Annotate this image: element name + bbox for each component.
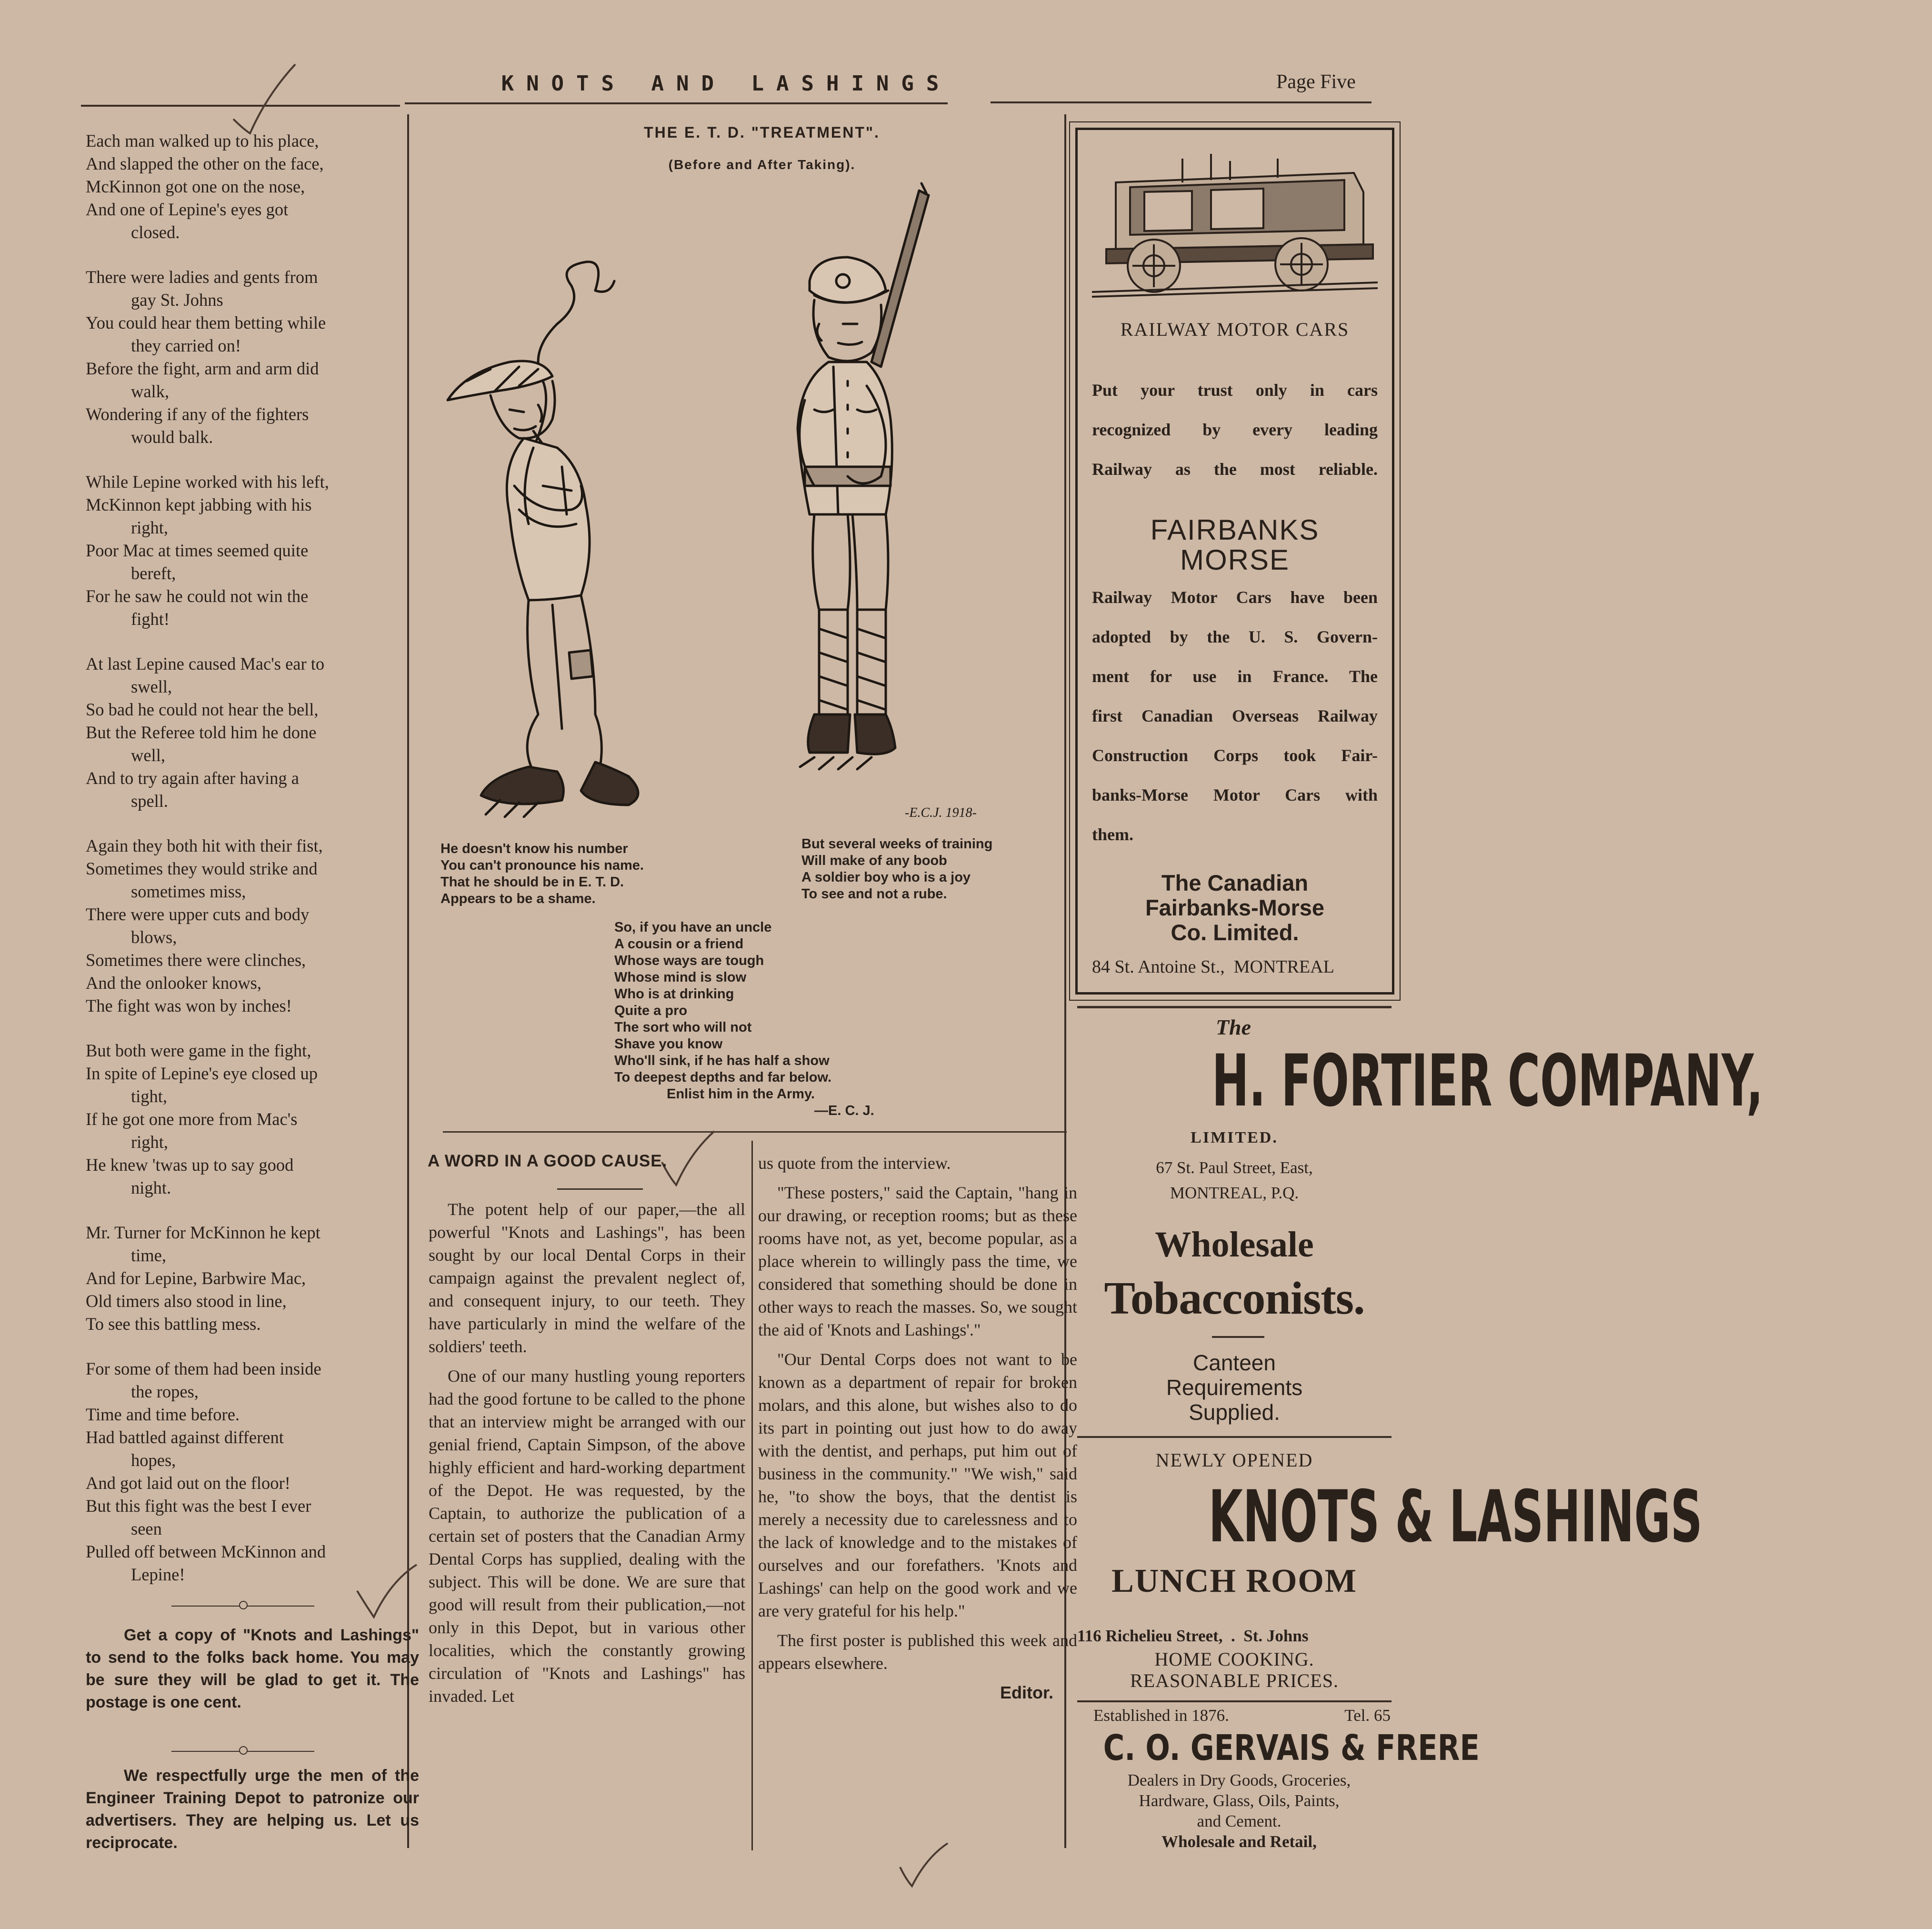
fairbanks-line: Construction Corps took Fair- bbox=[1092, 746, 1378, 765]
fortier-mid-rule bbox=[1212, 1336, 1264, 1338]
cartoon-illustration bbox=[438, 181, 1057, 829]
verse-line: Shave you know bbox=[614, 1036, 723, 1052]
poem-line: But this fight was the best I ever bbox=[86, 1496, 311, 1516]
fortier-limited: LIMITED. bbox=[1191, 1129, 1278, 1146]
poem-line: hopes, bbox=[131, 1450, 176, 1470]
poem-line: So bad he could not hear the bell, bbox=[86, 700, 319, 719]
poem-line: For he saw he could not win the bbox=[86, 586, 309, 606]
poem-line: walk, bbox=[131, 382, 170, 401]
poem-line: right, bbox=[131, 1132, 169, 1152]
poem-line: To see this battling mess. bbox=[86, 1314, 261, 1334]
notice-separator bbox=[171, 1743, 314, 1758]
verse-line: Enlist him in the Army. bbox=[667, 1086, 815, 1102]
check-mark-bottom bbox=[895, 1839, 952, 1891]
fairbanks-line: Railway Motor Cars have been bbox=[1092, 588, 1378, 607]
verse-line: Whose mind is slow bbox=[614, 970, 747, 985]
poem-line: Pulled off between McKinnon and bbox=[86, 1542, 326, 1561]
poem-line: Had battled against different bbox=[86, 1427, 284, 1447]
article-column-2 bbox=[758, 1152, 1077, 1704]
cartoon-right-caption bbox=[801, 836, 1068, 903]
fortier-name: H. FORTIER COMPANY, bbox=[1211, 1040, 1763, 1123]
poem-line: they carried on! bbox=[131, 336, 241, 355]
cartoon-title: THE E. T. D. "TREATMENT". bbox=[644, 124, 880, 141]
copy-notice: Get a copy of "Knots and Lashings" to send to the folks back home. You may be sure they will be glad to get it. The postage is one cent. bbox=[86, 1626, 419, 1711]
headline-underline bbox=[557, 1188, 643, 1190]
poem-line: Sometimes they would strike and bbox=[86, 859, 318, 878]
article-paragraph: The potent help of our paper,—the all powerful "Knots and Lashings", has been sought by our local Dental Corps in their campaign against the prevalent neglect of, and consequent injury, to our teeth. They have particularly in mind the welfare of the soldiers' teeth. bbox=[429, 1200, 745, 1356]
poem-line: While Lepine worked with his left, bbox=[86, 472, 329, 492]
poem-line: swell, bbox=[131, 677, 172, 696]
poem-line: But both were game in the fight, bbox=[86, 1041, 311, 1060]
cartoon-verse bbox=[614, 919, 948, 1119]
poem-line: night. bbox=[131, 1178, 171, 1197]
poem-line: And one of Lepine's eyes got bbox=[86, 200, 289, 219]
poem-line: And for Lepine, Barbwire Mac, bbox=[86, 1268, 306, 1288]
poem-line: seen bbox=[131, 1519, 162, 1538]
lunch-newly-opened: NEWLY OPENED bbox=[1155, 1449, 1313, 1471]
lunch-prices: REASONABLE PRICES. bbox=[1130, 1670, 1339, 1691]
poem-line: time, bbox=[131, 1246, 166, 1265]
fortier-top-rule bbox=[1077, 1006, 1391, 1008]
caption-line: You can't pronounce his name. bbox=[440, 858, 644, 873]
poem-line: bereft, bbox=[131, 563, 176, 583]
fortier-canteen bbox=[1077, 1350, 1391, 1425]
fairbanks-line: them. bbox=[1092, 825, 1133, 844]
poem-stanza bbox=[86, 834, 419, 1017]
caption-line: But several weeks of training bbox=[801, 836, 993, 852]
poem-stanza bbox=[86, 653, 419, 813]
verse-line: To deepest depths and far below. bbox=[614, 1070, 831, 1085]
verse-line: Quite a pro bbox=[614, 1003, 688, 1018]
poem-stanza bbox=[86, 1039, 419, 1199]
fairbanks-line: Railway as the most reliable. bbox=[1092, 460, 1378, 479]
fairbanks-line: ment for use in France. The bbox=[1092, 667, 1378, 686]
poem-line: And slapped the other on the face, bbox=[86, 154, 324, 173]
poem-line: There were ladies and gents from bbox=[86, 267, 318, 287]
lunch-address: 116 Richelieu Street, . St. Johns bbox=[1077, 1627, 1309, 1645]
caption-line: He doesn't know his number bbox=[440, 841, 628, 856]
canteen-line: Canteen bbox=[1193, 1350, 1276, 1375]
poem-line: For some of them had been inside bbox=[86, 1359, 321, 1378]
article-paragraph: "These posters," said the Captain, "hang in our drawing, or reception rooms; but as these rooms have not, as yet, become popular, as a place wherein to willingly pass the time, we considered that something should be done in other ways to reach the masses. So, we sought the aid of 'Knots and Lashings'." bbox=[758, 1183, 1077, 1339]
poem-line: McKinnon got one on the nose, bbox=[86, 177, 305, 196]
article-paragraph: us quote from the interview. bbox=[758, 1154, 951, 1173]
check-mark-top bbox=[229, 62, 305, 138]
poem-line: At last Lepine caused Mac's ear to bbox=[86, 654, 325, 673]
poem-line: Poor Mac at times seemed quite bbox=[86, 541, 309, 560]
poem-line: In spite of Lepine's eye closed up bbox=[86, 1064, 318, 1083]
poem-stanza bbox=[86, 130, 419, 244]
article-column-1 bbox=[429, 1198, 745, 1714]
fortier-address-1: 67 St. Paul Street, East, bbox=[1156, 1158, 1313, 1177]
fairbanks-ad-outer-frame bbox=[1069, 121, 1401, 1001]
article-signoff: Editor. bbox=[1000, 1683, 1053, 1702]
poem-line: He knew 'twas up to say good bbox=[86, 1155, 294, 1175]
fairbanks-line: recognized by every leading bbox=[1092, 420, 1378, 439]
header-rule-mid bbox=[405, 102, 948, 104]
poem-line: If he got one more from Mac's bbox=[86, 1109, 298, 1129]
cartoon-bottom-rule bbox=[443, 1131, 1067, 1133]
article-paragraph: "Our Dental Corps does not want to be known as a department of repair for broken molars, and this alone, but wishes also to do its part in pointing out just how to do away with the dentist, and perhaps, put him out of business in the community." "We wish," said he, "to show the boys, that the dentist is merely a necessity due to carelessness and to the lack of knowledge and to the mistakes of ourselves and our forefathers. 'Knots and Lashings' can help on the good work and we are very grateful for his help." bbox=[758, 1350, 1077, 1620]
lunch-top-rule bbox=[1077, 1436, 1391, 1438]
caption-line: Will make of any boob bbox=[801, 853, 947, 868]
verse-line: So, if you have an uncle bbox=[614, 920, 772, 935]
verse-line: The sort who will not bbox=[614, 1020, 752, 1035]
company-line: Co. Limited. bbox=[1171, 920, 1299, 945]
verse-signature: —E. C. J. bbox=[814, 1103, 874, 1118]
lunch-room: LUNCH ROOM bbox=[1111, 1563, 1357, 1599]
poem-line: Mr. Turner for McKinnon he kept bbox=[86, 1223, 320, 1242]
poem-line: spell. bbox=[131, 791, 169, 811]
fairbanks-line: first Canadian Overseas Railway bbox=[1092, 706, 1378, 725]
gervais-top-rule bbox=[1077, 1700, 1391, 1702]
article-headline: A WORD IN A GOOD CAUSE. bbox=[428, 1152, 668, 1170]
poem-line: McKinnon kept jabbing with his bbox=[86, 495, 312, 514]
fairbanks-line: adopted by the U. S. Govern- bbox=[1092, 627, 1378, 646]
poem-line: blows, bbox=[131, 927, 177, 947]
poem-line: sometimes miss, bbox=[131, 882, 246, 901]
poem-end-separator bbox=[171, 1598, 314, 1613]
poem-stanza bbox=[86, 266, 419, 449]
cartoon-signature: -E.C.J. 1918- bbox=[905, 805, 977, 820]
poem-line: closed. bbox=[131, 222, 180, 242]
poem-line: Time and time before. bbox=[86, 1405, 240, 1424]
cartoon-subtitle: (Before and After Taking). bbox=[668, 157, 856, 172]
fortier-tobacconists: Tobacconists. bbox=[1104, 1273, 1365, 1324]
lunch-home-cooking: HOME COOKING. bbox=[1154, 1648, 1314, 1670]
poem-line: And got laid out on the floor! bbox=[86, 1473, 290, 1493]
company-line: Fairbanks-Morse bbox=[1145, 895, 1325, 920]
poem-line: You could hear them betting while bbox=[86, 313, 326, 332]
canteen-line: Supplied. bbox=[1189, 1400, 1280, 1425]
lunch-name-wrap bbox=[1057, 1476, 1702, 1558]
fairbanks-address: 84 St. Antoine St., MONTREAL bbox=[1092, 957, 1334, 977]
poem-line: gay St. Johns bbox=[131, 290, 223, 310]
column-rule-article bbox=[751, 1141, 753, 1850]
poem-stanza bbox=[86, 471, 419, 631]
poem-line: Lepine! bbox=[131, 1565, 185, 1584]
page-number: Page Five bbox=[1276, 71, 1356, 93]
verse-line: A cousin or a friend bbox=[614, 936, 744, 952]
poem-line: Old timers also stood in line, bbox=[86, 1291, 287, 1311]
masthead: KNOTS AND LASHINGS bbox=[501, 71, 951, 96]
fairbanks-line: banks-Morse Motor Cars with bbox=[1092, 785, 1378, 804]
gervais-line-1: Dealers in Dry Goods, Groceries, bbox=[1127, 1771, 1351, 1789]
article-paragraph: One of our many hustling young reporters had the good fortune to be called to the phone that an interview might be arranged with our genial friend, Captain Simpson, of the above highly efficient and hard-working department of the Depot. He was requested, by the Captain, to authorize the publication of a certain set of posters that the Canadian Army Dental Corps has supplied, dealing with the subject. This will be done. We are sure that good will result from their publication,—not only in this Depot, but in various other localities, which the constantly growing circulation of "Knots and Lashings" has invaded. Let bbox=[429, 1366, 745, 1706]
poem-line: And to try again after having a bbox=[86, 768, 299, 788]
caption-line: A soldier boy who is a joy bbox=[801, 870, 971, 885]
verse-line: Who'll sink, if he has half a show bbox=[614, 1053, 830, 1068]
caption-line: That he should be in E. T. D. bbox=[440, 874, 624, 890]
fairbanks-heading: RAILWAY MOTOR CARS bbox=[1120, 319, 1350, 340]
poem-line: There were upper cuts and body bbox=[86, 904, 310, 924]
fairbanks-brand-2: MORSE bbox=[1180, 544, 1290, 576]
company-line: The Canadian bbox=[1161, 870, 1309, 895]
gervais-name-wrap bbox=[1062, 1728, 1480, 1768]
fairbanks-line: Put your trust only in cars bbox=[1092, 381, 1378, 400]
advertisers-notice: We respectfully urge the men of the Engineer Training Depot to patronize our advertisers. They are helping us. Let us reciprocate. bbox=[86, 1767, 419, 1852]
gervais-line-4: Wholesale and Retail, bbox=[1161, 1832, 1317, 1851]
poem-line: Again they both hit with their fist, bbox=[86, 836, 323, 855]
verse-line: Whose ways are tough bbox=[614, 953, 764, 968]
verse-line: Who is at drinking bbox=[614, 986, 734, 1002]
poem-line: Before the fight, arm and arm did bbox=[86, 359, 319, 378]
gervais-name: C. O. GERVAIS & FRERE bbox=[1103, 1728, 1480, 1768]
poem-line: And the onlooker knows, bbox=[86, 973, 262, 993]
fortier-wholesale: Wholesale bbox=[1155, 1225, 1314, 1265]
poem-line: would balk. bbox=[131, 427, 213, 447]
poem-stanza bbox=[86, 1221, 419, 1336]
gervais-tel: Tel. 65 bbox=[1344, 1706, 1391, 1725]
cartoon-left-caption bbox=[440, 841, 783, 907]
lunch-name: KNOTS & LASHINGS bbox=[1208, 1476, 1702, 1558]
header-rule-right bbox=[991, 101, 1371, 103]
article-paragraph: The first poster is published this week and appears elsewhere. bbox=[758, 1631, 1077, 1673]
gervais-line-3: and Cement. bbox=[1197, 1812, 1281, 1830]
poem-line: But the Referee told him he done bbox=[86, 723, 317, 742]
gervais-line-2: Hardware, Glass, Oils, Paints, bbox=[1139, 1791, 1340, 1810]
fortier-the: The bbox=[1215, 1015, 1251, 1039]
caption-line: To see and not a rube. bbox=[801, 886, 947, 902]
poem-line: Wondering if any of the fighters bbox=[86, 404, 309, 424]
gervais-established: Established in 1876. bbox=[1093, 1706, 1229, 1725]
poem-line: fight! bbox=[131, 609, 170, 629]
fortier-address-2: MONTREAL, P.Q. bbox=[1170, 1184, 1299, 1202]
poem-line: Sometimes there were clinches, bbox=[86, 950, 306, 970]
poem-line: tight, bbox=[131, 1086, 168, 1106]
fortier-name-wrap bbox=[1043, 1040, 1763, 1123]
poem-line: the ropes, bbox=[131, 1382, 199, 1401]
fairbanks-brand-1: FAIRBANKS bbox=[1150, 514, 1320, 546]
poem bbox=[86, 130, 419, 1591]
poem-stanza bbox=[86, 1357, 419, 1586]
poem-line: Each man walked up to his place, bbox=[86, 131, 319, 151]
poem-line: right, bbox=[131, 518, 169, 537]
poem-line: well, bbox=[131, 745, 165, 765]
caption-line: Appears to be a shame. bbox=[440, 891, 596, 906]
poem-line: The fight was won by inches! bbox=[86, 996, 292, 1015]
canteen-line: Requirements bbox=[1166, 1375, 1303, 1400]
